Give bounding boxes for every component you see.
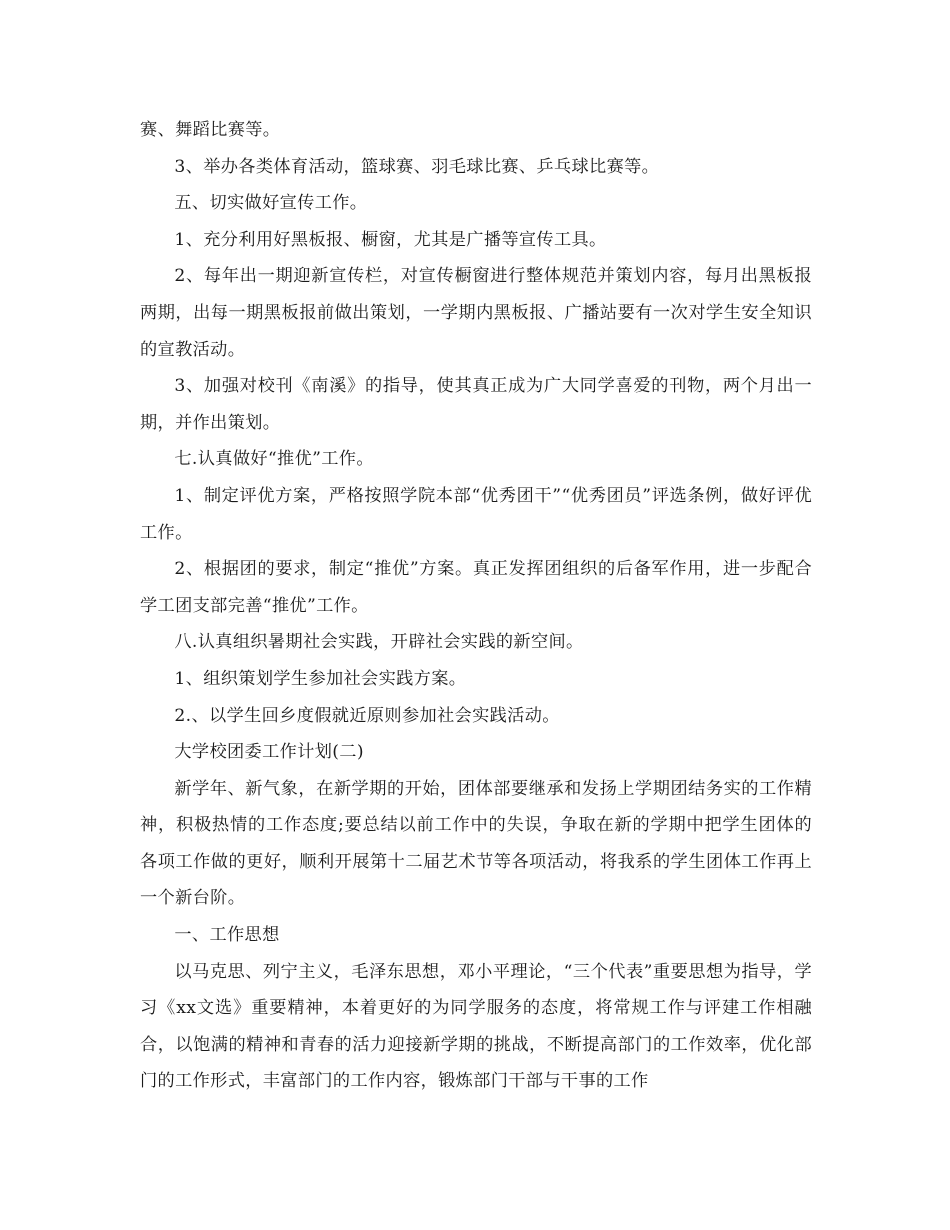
document-title: 大学校团委工作计划(二): [174, 742, 364, 763]
paragraph: 3、加强对校刊《南溪》的指导，使其真正成为广大同学喜爱的刊物，两个月出一期，并作出策划。: [140, 376, 812, 433]
paragraph: 1、组织策划学生参加社会实践方案。: [174, 668, 467, 689]
paragraph: 2、根据团的要求，制定“推优”方案。真正发挥团组织的后备军作用，进一步配合学工团支部完善“推优”工作。: [140, 559, 812, 616]
paragraph: 赛、舞蹈比赛等。: [140, 120, 281, 140]
paragraph: 2、每年出一期迎新宣传栏，对宣传橱窗进行整体规范并策划内容，每月出黑板报两期，出每一期黑板报前做出策划，一学期内黑板报、广播站要有一次对学生安全知识的宣教活动。: [140, 266, 812, 360]
document-body: [140, 112, 812, 1100]
section-heading: 七.认真做好“推优”工作。: [174, 449, 374, 470]
section-heading: 五、切实做好宣传工作。: [174, 193, 368, 214]
section-heading: 一、工作思想: [174, 925, 280, 946]
paragraph: 3、举办各类体育活动，篮球赛、羽毛球比赛、乒乓球比赛等。: [174, 156, 660, 177]
paragraph: 新学年、新气象，在新学期的开始，团体部要继承和发扬上学期团结务实的工作精神，积极热情的工作态度;要总结以前工作中的失误，争取在新的学期中把学生团体的各项工作做的更好，顺利开展第十二届艺术节等各项活动，将我系的学生团体工作再上一个新台阶。: [140, 778, 812, 909]
paragraph: 以马克思、列宁主义，毛泽东思想，邓小平理论，“三个代表”重要思想为指导，学习《xx文选》重要精神，本着更好的为同学服务的态度，将常规工作与评建工作相融合，以饱满的精神和青春的活力迎接新学期的挑战，不断提高部门的工作效率，优化部门的工作形式，丰富部门的工作内容，锻炼部门干部与干事的工作: [140, 961, 812, 1092]
paragraph: 1、充分利用好黑板报、橱窗，尤其是广播等宣传工具。: [174, 229, 607, 250]
paragraph: 1、制定评优方案，严格按照学院本部“优秀团干”“优秀团员”评选条例，做好评优工作。: [140, 485, 812, 543]
paragraph: 2.、以学生回乡度假就近原则参加社会实践活动。: [174, 705, 560, 726]
section-heading: 八.认真组织暑期社会实践，开辟社会实践的新空间。: [174, 632, 584, 653]
